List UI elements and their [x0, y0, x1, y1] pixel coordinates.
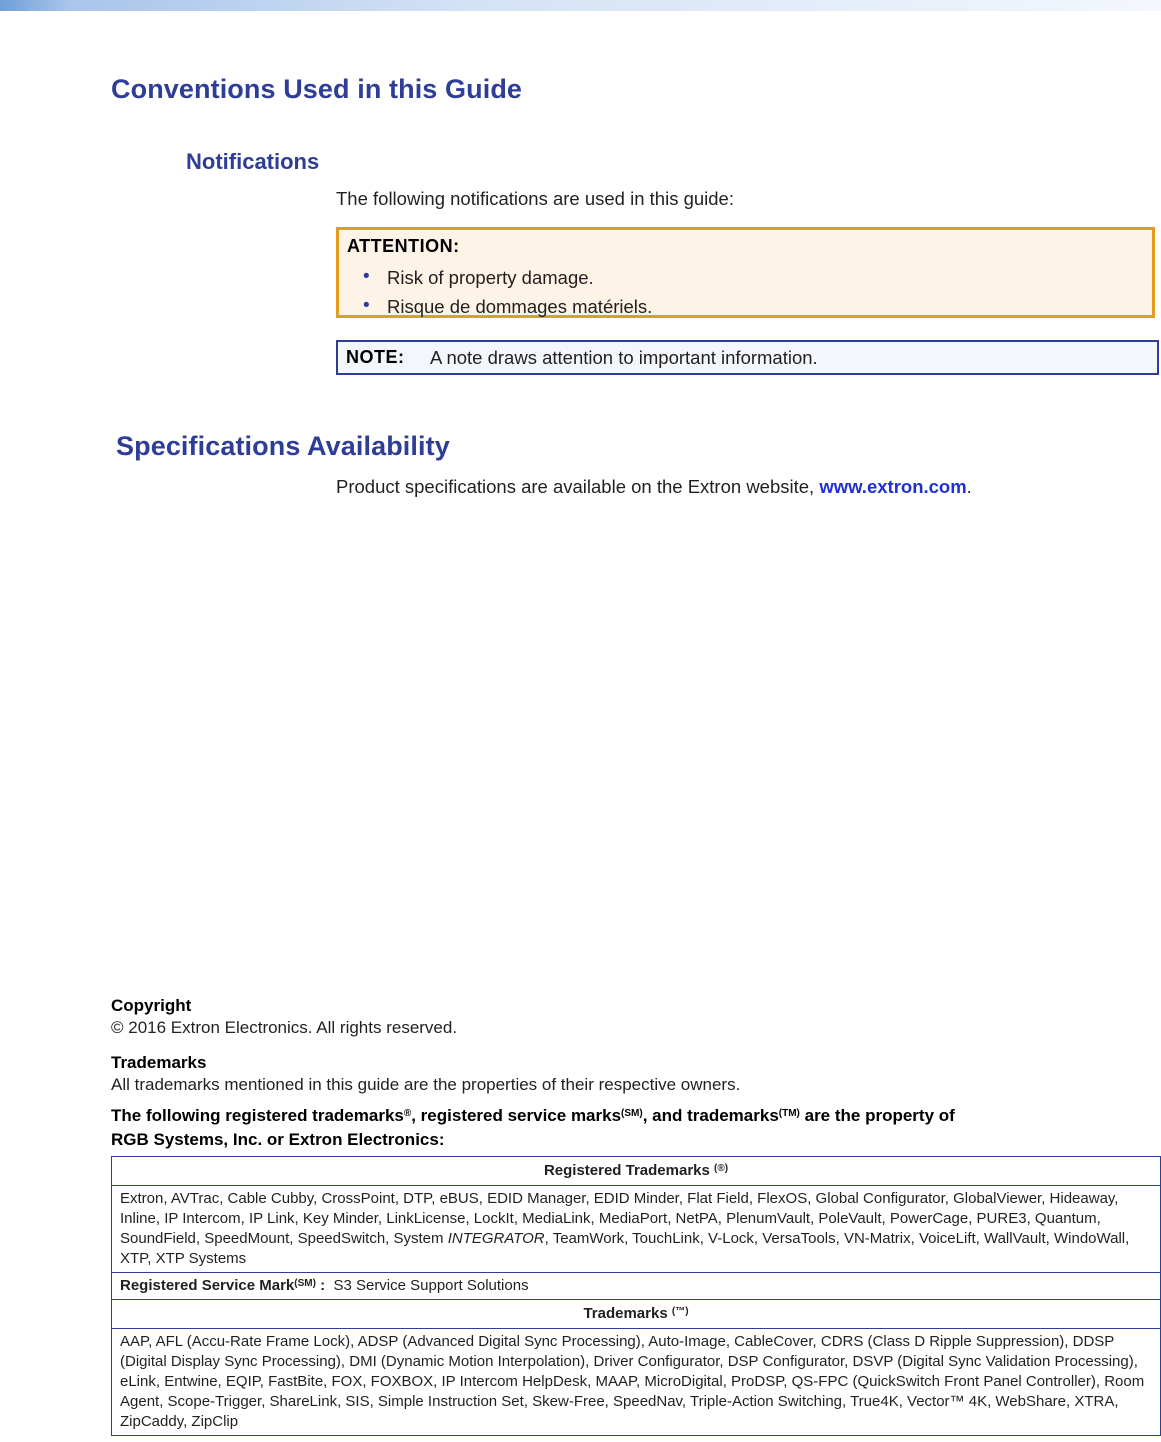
extron-website-link[interactable]: www.extron.com — [819, 476, 967, 497]
bullet-icon: • — [363, 295, 370, 316]
page-title: Conventions Used in this Guide — [111, 74, 523, 104]
specifications-text: Product specifications are available on the Extron website, www.extron.com. — [336, 476, 972, 497]
note-text: A note draws attention to important information. — [430, 347, 818, 368]
copyright-heading: Copyright — [111, 996, 192, 1015]
trademarks-list: AAP, AFL (Accu-Rate Frame Lock), ADSP (Advanced Digital Sync Processing), Auto-Image, CableCover, CDRS (Class D Ripple Suppression), DDSP (Digital Display Sync Processing), DMI (Dynamic Motion Interpolation), Driver Configurator, DSP Configurator, DSVP (Digital Sync Validation Processing), eLink, Entwine, EQIP, FastBite, FOX, FOXBOX, IP Intercom HelpDesk, MAAP, MicroDigital, ProDSP, QS-FPC (QuickSwitch Front Panel Controller), Room Agent, Scope-Trigger, ShareLink, SIS, Simple Instruction Set, Skew-Free, SpeedNav, Triple-Action Switching, True4K, Vector™ 4K, WebShare, XTRA, ZipCaddy, ZipClip — [112, 1329, 1161, 1436]
registered-service-mark-row: Registered Service Mark$^{(SM)}$ : S3 Service Support Solutions — [112, 1273, 1161, 1300]
copyright-text: © 2016 Extron Electronics. All rights reserved. — [111, 1018, 458, 1037]
registered-trademarks-header: Registered Trademarks (®) — [112, 1157, 1161, 1186]
trademarks-intro: The following registered trademarks®, registered service marks$^{(SM)}$, and trademarks$^{(TM)}$ are the property of RGB Systems, Inc. or Extron Electronics: — [111, 1106, 955, 1149]
notifications-heading: Notifications — [186, 149, 320, 174]
trademarks-table-header: Trademarks (™) — [112, 1300, 1161, 1329]
bullet-icon: • — [363, 266, 370, 287]
note-label: NOTE: — [346, 347, 405, 367]
trademarks-text: All trademarks mentioned in this guide are the properties of their respective owners. — [111, 1075, 741, 1094]
specifications-heading: Specifications Availability — [116, 431, 450, 461]
attention-label: ATTENTION: — [347, 236, 460, 256]
attention-item: • Risk of property damage. — [363, 266, 594, 288]
registered-trademarks-list: Extron, AVTrac, Cable Cubby, CrossPoint, DTP, eBUS, EDID Manager, EDID Minder, Flat Field, FlexOS, Global Configurator, GlobalViewer, Hideaway, Inline, IP Intercom, IP Link, Key Minder, LinkLicense, LockIt, MediaLink, MediaPort, NetPA, PlenumVault, PoleVault, PowerCage, PURE3, Quantum, SoundField, SpeedMount, SpeedSwitch, System INTEGRATOR, TeamWork, TouchLink, V-Lock, VersaTools, VN-Matrix, VoiceLift, WallVault, WindoWall, XTP, XTP Systems — [112, 1186, 1161, 1273]
attention-item: • Risque de dommages matériels. — [363, 295, 653, 317]
trademarks-heading: Trademarks — [111, 1053, 207, 1072]
attention-box — [336, 227, 1155, 318]
note-box — [336, 340, 1159, 375]
top-banner-bar — [0, 0, 1161, 11]
trademarks-table — [111, 1156, 1161, 1436]
notifications-intro: The following notifications are used in this guide: — [336, 188, 734, 209]
